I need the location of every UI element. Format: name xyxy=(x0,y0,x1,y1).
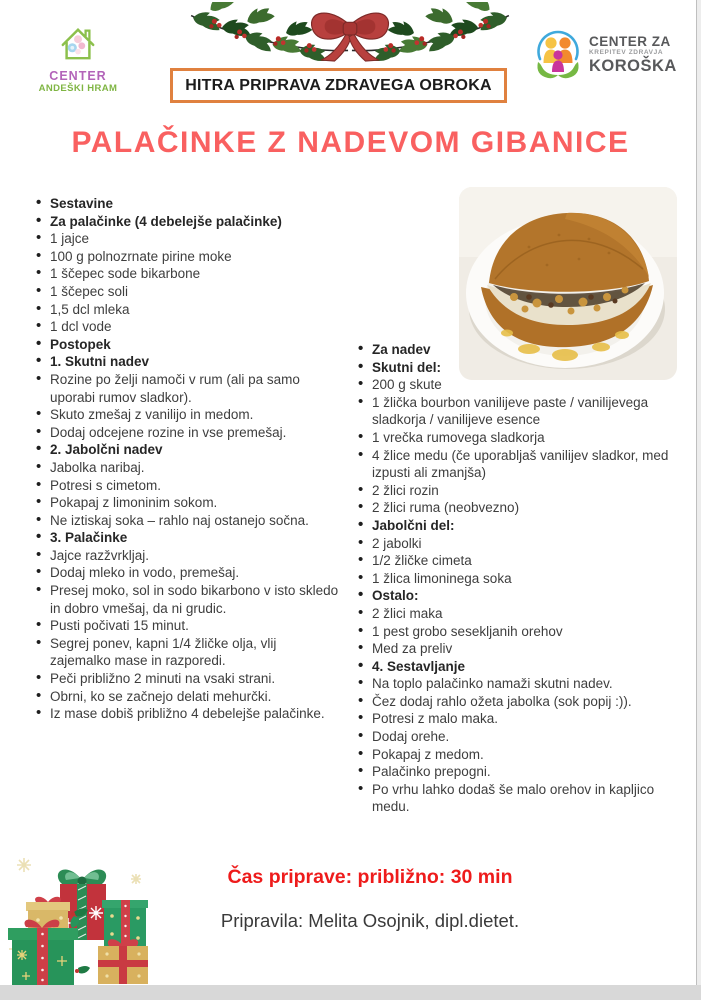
prep-time: Čas priprave: približno: 30 min xyxy=(227,866,513,888)
list-item: • Jabolka naribaj. xyxy=(35,459,340,477)
list-item: • 1/2 žličke cimeta xyxy=(357,552,689,570)
author-credit: Pripravila: Melita Osojnik, dipl.dietet. xyxy=(220,910,520,931)
list-item: • Čez dodaj rahlo ožeta jabolka (sok popij :)). xyxy=(357,693,689,711)
list-item: • 1 dcl vode xyxy=(35,318,340,336)
nadev-ingredients-list xyxy=(357,341,689,658)
list-item: • 1 pest grobo sesekljanih orehov xyxy=(357,623,689,641)
list-item: • Dodaj odcejene rozine in vse premešaj. xyxy=(35,424,340,442)
list-item: • 2. Jabolčni nadev xyxy=(35,441,340,459)
palacinke-steps xyxy=(35,529,340,723)
list-item: • Pokapaj z medom. xyxy=(357,746,689,764)
list-item: • Med za preliv xyxy=(357,640,689,658)
list-item: • Postopek xyxy=(35,336,340,354)
red-bow-icon xyxy=(312,13,389,61)
list-item: • Potresi z malo maka. xyxy=(357,710,689,728)
list-item: • 1 jajce xyxy=(35,230,340,248)
logo-right-line3: KOROŠKA xyxy=(589,56,677,75)
list-item: • Rozine po želji namoči v rum (ali pa samo uporabi rumov sladkor). xyxy=(35,371,340,406)
list-item: • 1 ščepec soli xyxy=(35,283,340,301)
logo-right-line1: CENTER ZA xyxy=(589,33,671,49)
list-item: • Palačinko prepogni. xyxy=(357,763,689,781)
list-item: • 1 ščepec sode bikarbone xyxy=(35,265,340,283)
list-item: • Skutni del: xyxy=(357,359,689,377)
list-item: • Dodaj mleko in vodo, premešaj. xyxy=(35,564,340,582)
list-item: • Skuto zmešaj z vanilijo in medom. xyxy=(35,406,340,424)
list-item: • Ne iztiskaj soka – rahlo naj ostanejo sočna. xyxy=(35,512,340,530)
list-item: • Na toplo palačinko namaži skutni nadev. xyxy=(357,675,689,693)
right-column xyxy=(357,341,689,816)
list-item: • 4. Sestavljanje xyxy=(357,658,689,676)
list-item: • Za palačinke (4 debelejše palačinke) xyxy=(35,213,340,231)
logo-andeski-hram xyxy=(28,24,128,94)
page-title: PALAČINKE Z NADEVOM GIBANICE xyxy=(71,126,630,159)
list-item: • 1 žlica limoninega soka xyxy=(357,570,689,588)
sestavljanje-steps xyxy=(357,658,689,816)
list-item: • Presej moko, sol in sodo bikarbono v isto skledo in dobro vmešaj, da ni grudic. xyxy=(35,582,340,617)
left-column xyxy=(35,195,340,723)
list-item: • Ostalo: xyxy=(357,587,689,605)
skutni-nadev-steps xyxy=(35,336,340,442)
list-item: • 1 žlička bourbon vanilijeve paste / vanilijevega sladkorja / vanilijeve esence xyxy=(357,394,689,429)
list-item: • 1 vrečka rumovega sladkorja xyxy=(357,429,689,447)
list-item: • Jabolčni del: xyxy=(357,517,689,535)
list-item: • 100 g polnozrnate pirine moke xyxy=(35,248,340,266)
list-item: • 200 g skute xyxy=(357,376,689,394)
list-item: • Potresi s cimetom. xyxy=(35,477,340,495)
list-item: • 2 jabolki xyxy=(357,535,689,553)
list-item: • 1,5 dcl mleka xyxy=(35,301,340,319)
christmas-garland-illustration xyxy=(180,2,520,64)
viewer-bottom-bar xyxy=(0,985,701,1000)
list-item: • 2 žlici rozin xyxy=(357,482,689,500)
list-item: • Iz mase dobiš približno 4 debelejše palačinke. xyxy=(35,705,340,723)
list-item: • 2 žlici ruma (neobvezno) xyxy=(357,499,689,517)
logo-left-subtitle: ANDEŠKI HRAM xyxy=(38,83,118,94)
ingredients-list xyxy=(35,195,340,336)
list-item: • 3. Palačinke xyxy=(35,529,340,547)
list-item: • Pokapaj z limoninim sokom. xyxy=(35,494,340,512)
house-icon xyxy=(56,24,100,62)
family-icon xyxy=(534,28,582,81)
list-item: • Jajce razžvrkljaj. xyxy=(35,547,340,565)
list-item: • Sestavine xyxy=(35,195,340,213)
list-item: • Pusti počivati 15 minut. xyxy=(35,617,340,635)
list-item: • Dodaj orehe. xyxy=(357,728,689,746)
list-item: • Po vrhu lahko dodaš še malo orehov in kapljico medu. xyxy=(357,781,689,816)
list-item: • Za nadev xyxy=(357,341,689,359)
list-item: • 1. Skutni nadev xyxy=(35,353,340,371)
list-item: • Peči približno 2 minuti na vsaki strani. xyxy=(35,670,340,688)
logo-koroska xyxy=(534,28,677,81)
list-item: • 4 žlice medu (če uporabljaš vanilijev sladkor, med izpusti ali zmanjša) xyxy=(357,447,689,482)
logo-right-line2: KREPITEV ZDRAVJA xyxy=(589,48,664,56)
list-item: • 2 žlici maka xyxy=(357,605,689,623)
list-item: • Obrni, ko se začnejo delati mehurčki. xyxy=(35,688,340,706)
list-item: • Segrej ponev, kapni 1/4 žličke olja, vlij zajemalko mase in razporedi. xyxy=(35,635,340,670)
page-edge-line xyxy=(696,0,701,985)
jabolcni-nadev-steps xyxy=(35,441,340,529)
logo-left-title: CENTER xyxy=(49,69,107,83)
banner-title: HITRA PRIPRAVA ZDRAVEGA OBROKA xyxy=(170,68,507,103)
